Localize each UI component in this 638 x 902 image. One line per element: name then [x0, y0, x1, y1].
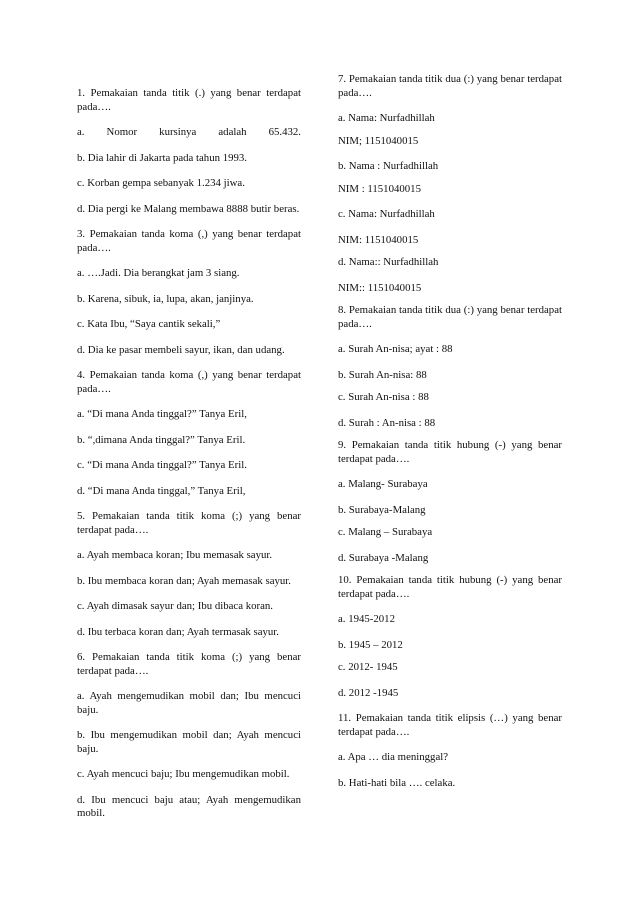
- option-4c: c. “Di mana Anda tinggal?” Tanya Eril.: [77, 459, 247, 471]
- option-10b: b. 1945 – 2012: [338, 638, 403, 651]
- option-7d-nim: NIM:: 1151040015: [338, 281, 422, 294]
- option-6d: d. Ibu mencuci baju atau; Ayah mengemudikan mobil.: [77, 793, 301, 819]
- option-7b-name: b. Nama : Nurfadhillah: [338, 160, 439, 172]
- question-9: 9. Pemakaian tanda titik hubung (-) yang benar terdapat pada….: [338, 439, 562, 465]
- option-9b: b. Surabaya-Malang: [338, 503, 426, 516]
- option-7c-name: c. Nama: Nurfadhillah: [338, 208, 435, 220]
- option-11a: a. Apa … dia meninggal?: [338, 751, 449, 763]
- question-8: 8. Pemakaian tanda titik dua (:) yang benar terdapat pada….: [338, 304, 562, 330]
- option-3a: a. ….Jadi. Dia berangkat jam 3 siang.: [77, 267, 240, 279]
- option-10c: c. 2012- 1945: [338, 661, 398, 673]
- option-5c: c. Ayah dimasak sayur dan; Ibu dibaca koran.: [77, 600, 273, 612]
- option-6c: c. Ayah mencuci baju; Ibu mengemudikan mobil.: [77, 768, 290, 780]
- option-1c: c. Korban gempa sebanyak 1.234 jiwa.: [77, 177, 245, 189]
- option-9c: c. Malang – Surabaya: [338, 526, 433, 538]
- option-3b: b. Karena, sibuk, ia, lupa, akan, janjinya.: [77, 292, 254, 305]
- option-7a-nim: NIM; 1151040015: [338, 134, 419, 147]
- option-1b: b. Dia lahir di Jakarta pada tahun 1993.: [77, 151, 247, 164]
- option-4b: b. “,dimana Anda tinggal?” Tanya Eril.: [77, 433, 246, 446]
- option-5d: d. Ibu terbaca koran dan; Ayah termasak sayur.: [77, 625, 279, 638]
- question-7: 7. Pemakaian tanda titik dua (:) yang benar terdapat pada….: [338, 73, 562, 99]
- option-8c: c. Surah An-nisa : 88: [338, 391, 429, 403]
- option-8a: a. Surah An-nisa; ayat : 88: [338, 343, 453, 355]
- option-4d: d. “Di mana Anda tinggal,” Tanya Eril,: [77, 484, 246, 497]
- option-5b: b. Ibu membaca koran dan; Ayah memasak sayur.: [77, 574, 291, 587]
- option-10d: d. 2012 -1945: [338, 686, 399, 699]
- option-7b-nim: NIM : 1151040015: [338, 182, 421, 195]
- option-11b: b. Hati-hati bila …. celaka.: [338, 776, 456, 789]
- right-column: [338, 73, 562, 802]
- option-5a: a. Ayah membaca koran; Ibu memasak sayur.: [77, 549, 273, 561]
- option-3c: c. Kata Ibu, “Saya cantik sekali,”: [77, 318, 221, 330]
- option-9d: d. Surabaya -Malang: [338, 551, 429, 564]
- question-3: 3. Pemakaian tanda koma (,) yang benar terdapat pada….: [77, 228, 301, 254]
- question-10: 10. Pemakaian tanda titik hubung (-) yang benar terdapat pada….: [338, 574, 562, 600]
- option-7a-name: a. Nama: Nurfadhillah: [338, 112, 435, 124]
- option-1a: a. Nomor kursinya adalah 65.432.: [77, 126, 301, 138]
- option-10a: a. 1945-2012: [338, 613, 395, 625]
- question-4: 4. Pemakaian tanda koma (,) yang benar terdapat pada….: [77, 369, 301, 395]
- option-8d: d. Surah : An-nisa : 88: [338, 416, 436, 429]
- option-7c-nim: NIM: 1151040015: [338, 233, 419, 246]
- option-9a: a. Malang- Surabaya: [338, 478, 428, 490]
- left-column: [77, 87, 301, 833]
- option-6a: a. Ayah mengemudikan mobil dan; Ibu mencuci baju.: [77, 690, 301, 716]
- option-4a: a. “Di mana Anda tinggal?” Tanya Eril,: [77, 408, 247, 420]
- option-7d-name: d. Nama:: Nurfadhillah: [338, 256, 439, 268]
- question-11: 11. Pemakaian tanda titik elipsis (…) yang benar terdapat pada….: [338, 712, 562, 738]
- question-5: 5. Pemakaian tanda titik koma (;) yang benar terdapat pada….: [77, 510, 301, 536]
- question-1: 1. Pemakaian tanda titik (.) yang benar terdapat pada….: [77, 87, 301, 113]
- option-6b: b. Ibu mengemudikan mobil dan; Ayah mencuci baju.: [77, 729, 301, 755]
- option-8b: b. Surah An-nisa: 88: [338, 368, 427, 381]
- option-1d: d. Dia pergi ke Malang membawa 8888 butir beras.: [77, 202, 300, 215]
- option-3d: d. Dia ke pasar membeli sayur, ikan, dan udang.: [77, 343, 285, 356]
- question-6: 6. Pemakaian tanda titik koma (;) yang benar terdapat pada….: [77, 651, 301, 677]
